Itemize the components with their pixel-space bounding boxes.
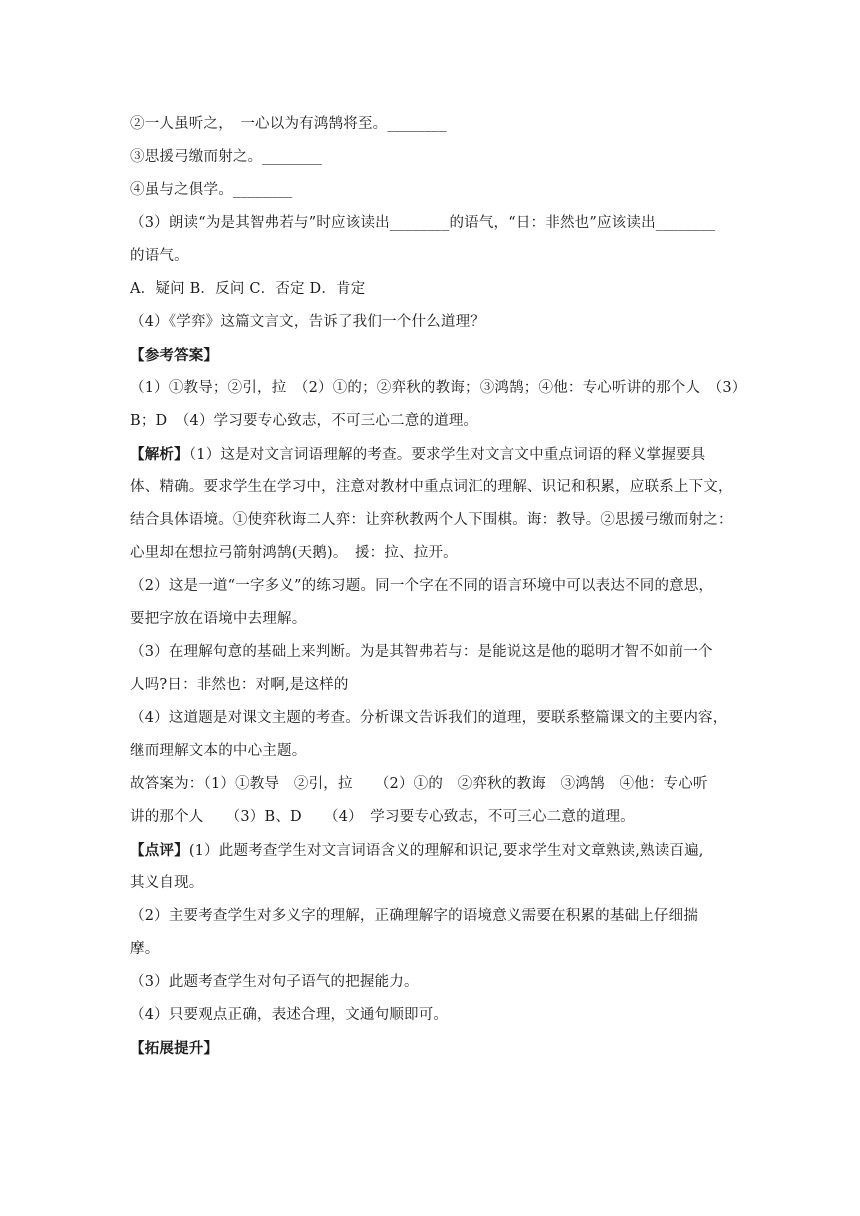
analysis-line-1-text: （1）这是对文言词语理解的考查。要求学生对文言文中重点词语的释义掌握要具 xyxy=(188,447,706,463)
text-line-q3: （3）朗读“为是其智弗若与”时应该读出________的语气，“日：非然也”应该读出________ xyxy=(130,215,716,231)
comment-line-1-text: (1）此题考查学生对文言词语含义的理解和识记,要求学生对文章熟读,熟读百遍, xyxy=(188,843,704,859)
text-line-q3-options: A．疑问 B．反问 C．否定 D．肯定 xyxy=(130,281,366,297)
analysis-line-3: 结合具体语境。①使弈秋诲二人弈：让弈秋教两个人下围棋。诲：教导。②思援弓缴而射之： xyxy=(130,512,733,528)
comment-line-6: （4）只要观点正确，表述合理，文通句顺即可。 xyxy=(130,1007,449,1023)
heading-reference-answer: 【参考答案】 xyxy=(130,347,219,364)
analysis-line-7: （3）在理解句意的基础上来判断。为是其智弗若与：是能说这是他的聪明才智不如前一个 xyxy=(130,644,713,660)
answer-line-2: B；D （4）学习要专心致志，不可三心二意的道理。 xyxy=(130,413,479,429)
comment-line-4: 摩。 xyxy=(130,941,160,957)
comment-line-5: （3）此题考查学生对句子语气的把握能力。 xyxy=(130,974,419,990)
analysis-line-8: 人吗?日：非然也：对啊,是这样的 xyxy=(130,677,349,693)
analysis-label: 【解析】 xyxy=(130,446,189,463)
text-line-q4: （4）《学弈》这篇文言文，告诉了我们一个什么道理？ xyxy=(130,314,485,330)
analysis-line-2: 体、精确。要求学生在学习中，注意对教材中重点词汇的理解、识记和积累，应联系上下文， xyxy=(130,479,733,495)
comment-line-2: 其义自现。 xyxy=(130,875,204,891)
text-line-q2-item4: ④虽与之俱学。________ xyxy=(130,182,293,198)
comment-line-3: （2）主要考查学生对多义字的理解，正确理解字的语境意义需要在积累的基础上仔细揣 xyxy=(130,908,699,924)
analysis-line-10: 继而理解文本的中心主题。 xyxy=(130,743,307,759)
text-line-q2-item2: ②一人虽听之， 一心以为有鸿鹄将至。________ xyxy=(130,116,447,132)
comment-label: 【点评】 xyxy=(130,842,189,859)
comment-line-1 xyxy=(130,834,734,867)
answer-summary-line-2: 讲的那个人 （3）B、D （4） 学习要专心致志，不可三心二意的道理。 xyxy=(130,809,635,825)
heading-extension: 【拓展提升】 xyxy=(130,1040,219,1057)
text-line-q2-item3: ③思援弓缴而射之。________ xyxy=(130,149,322,165)
text-line-q3-cont: 的语气。 xyxy=(130,248,189,264)
analysis-line-9: （4）这道题是对课文主题的考查。分析课文告诉我们的道理，要联系整篇课文的主要内容， xyxy=(130,710,728,726)
document-page xyxy=(130,108,747,1065)
analysis-line-6: 要把字放在语境中去理解。 xyxy=(130,611,307,627)
analysis-line-1 xyxy=(130,438,734,471)
answer-line-1: （1）①教导；②引，拉 （2）①的；②弈秋的教诲；③鸿鹄；④他：专心听讲的那个人 （3） xyxy=(130,380,747,396)
answer-summary-line-1: 故答案为：（1）①教导 ②引，拉 （2）①的 ②弈秋的教诲 ③鸿鹄 ④他：专心听 xyxy=(130,776,708,792)
analysis-line-5: （2）这是一道“一字多义”的练习题。同一个字在不同的语言环境中可以表达不同的意思， xyxy=(130,578,714,594)
analysis-line-4: 心里却在想拉弓箭射鸿鹄(天鹅)。 援：拉、拉开。 xyxy=(130,545,458,561)
